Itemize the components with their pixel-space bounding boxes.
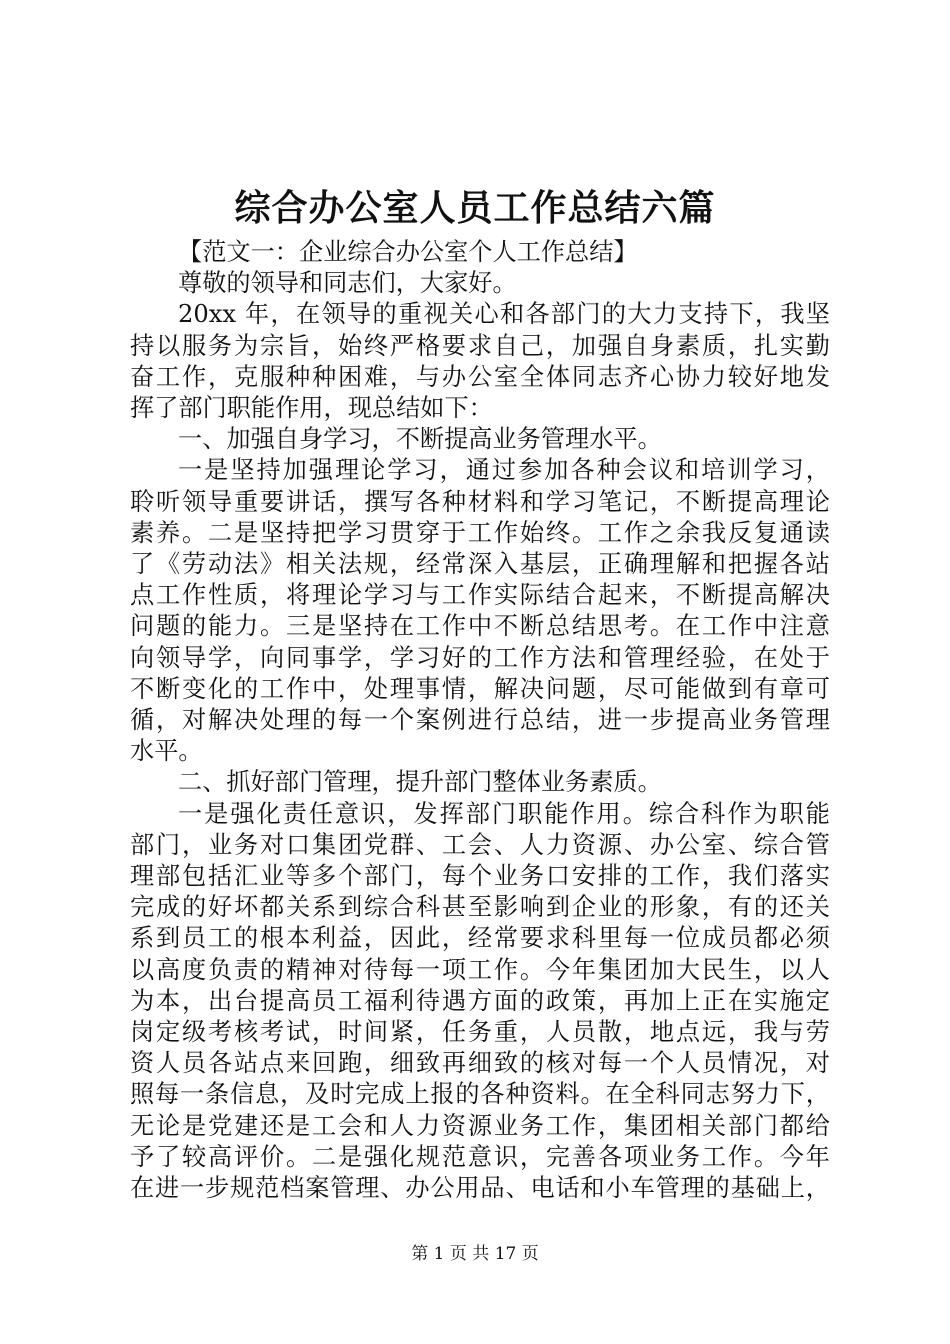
body-line: 资人员各站点来回跑，细致再细致的核对每一个人员情况，对 bbox=[130, 1049, 830, 1078]
body-line: 尊敬的领导和同志们，大家好。 bbox=[178, 269, 517, 298]
page-footer: 第 1 页 共 17 页 bbox=[411, 1244, 539, 1264]
document-body bbox=[130, 237, 830, 1204]
body-line: 持以服务为宗旨，始终严格要求自己，加强自身素质，扎实勤 bbox=[130, 331, 830, 360]
body-line: 不断变化的工作中，处理事情，解决问题，尽可能做到有章可 bbox=[130, 674, 830, 703]
body-line: 循，对解决处理的每一个案例进行总结，进一步提高业务管理 bbox=[130, 706, 830, 735]
document-title: 综合办公室人员工作总结六篇 bbox=[234, 187, 716, 229]
body-line: 以高度负责的精神对待每一项工作。今年集团加大民生，以人 bbox=[130, 955, 830, 984]
body-line: 挥了部门职能作用，现总结如下： bbox=[130, 394, 493, 423]
body-line: 予了较高评价。二是强化规范意识，完善各项业务工作。今年 bbox=[130, 1142, 830, 1171]
body-line: 一、加强自身学习，不断提高业务管理水平。 bbox=[178, 425, 662, 454]
body-line: 20xx 年，在领导的重视关心和各部门的大力支持下，我坚 bbox=[178, 300, 830, 329]
body-line: 二、抓好部门管理，提升部门整体业务素质。 bbox=[178, 768, 662, 797]
body-line: 照每一条信息，及时完成上报的各种资料。在全科同志努力下， bbox=[130, 1080, 830, 1109]
body-line: 点工作性质，将理论学习与工作实际结合起来，不断提高解决 bbox=[130, 581, 830, 610]
body-line: 无论是党建还是工会和人力资源业务工作，集团相关部门都给 bbox=[130, 1111, 830, 1140]
body-line: 奋工作，克服种种困难，与办公室全体同志齐心协力较好地发 bbox=[130, 362, 830, 391]
body-line: 聆听领导重要讲话，撰写各种材料和学习笔记，不断提高理论 bbox=[130, 487, 830, 516]
body-line: 在进一步规范档案管理、办公用品、电话和小车管理的基础上， bbox=[130, 1174, 830, 1203]
body-line: 水平。 bbox=[130, 737, 203, 766]
body-line: 一是强化责任意识，发挥部门职能作用。综合科作为职能 bbox=[178, 799, 830, 828]
body-line: 一是坚持加强理论学习，通过参加各种会议和培训学习， bbox=[178, 456, 830, 485]
body-line: 部门，业务对口集团党群、工会、人力资源、办公室、综合管 bbox=[130, 830, 830, 859]
body-line: 岗定级考核考试，时间紧，任务重，人员散，地点远，我与劳 bbox=[130, 1018, 830, 1047]
body-line: 完成的好坏都关系到综合科甚至影响到企业的形象，有的还关 bbox=[130, 893, 830, 922]
body-line: 向领导学，向同事学，学习好的工作方法和管理经验，在处于 bbox=[130, 643, 830, 672]
body-line: 系到员工的根本利益，因此，经常要求科里每一位成员都必须 bbox=[130, 924, 830, 953]
body-line: 问题的能力。三是坚持在工作中不断总结思考。在工作中注意 bbox=[130, 612, 830, 641]
body-line: 了《劳动法》相关法规，经常深入基层，正确理解和把握各站 bbox=[130, 550, 830, 579]
body-line: 素养。二是坚持把学习贯穿于工作始终。工作之余我反复通读 bbox=[130, 518, 830, 547]
body-line: 理部包括汇业等多个部门，每个业务口安排的工作，我们落实 bbox=[130, 862, 830, 891]
body-line: 为本，出台提高员工福利待遇方面的政策，再加上正在实施定 bbox=[130, 986, 830, 1015]
body-line: 【范文一：企业综合办公室个人工作总结】 bbox=[178, 238, 638, 266]
